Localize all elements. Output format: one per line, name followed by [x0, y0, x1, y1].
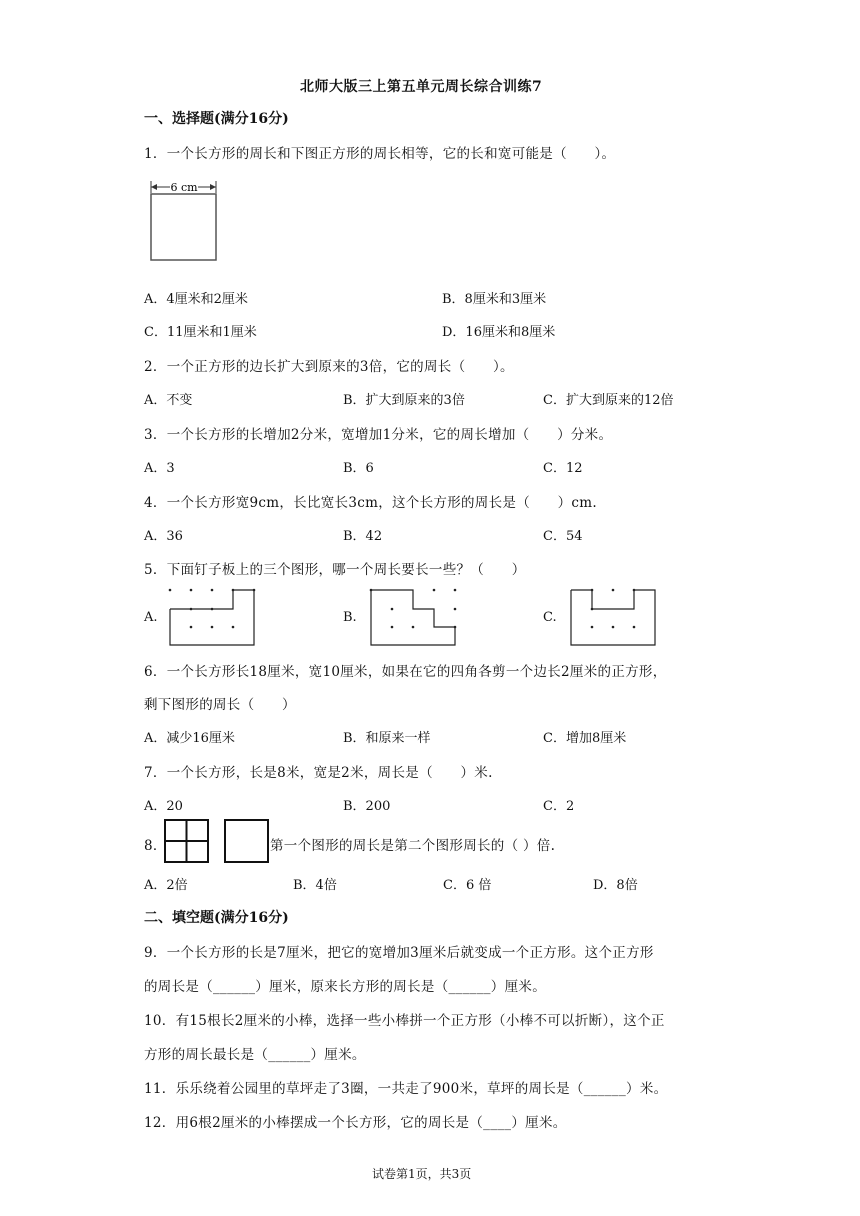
q8-grid-square-figure	[163, 818, 211, 866]
question-8-number: 8．	[144, 838, 167, 854]
question-8-text: 第一个图形的周长是第二个图形周长的（ ）倍.	[270, 838, 556, 854]
q1-figure-label: 6 cm	[170, 181, 198, 194]
question-6-text-line2: 剩下图形的周长（ ）	[144, 697, 296, 713]
q6-option-a[interactable]: A．减少16厘米	[144, 731, 235, 746]
q4-option-a[interactable]: A．36	[144, 529, 183, 544]
q8-option-a[interactable]: A．2倍	[144, 878, 188, 893]
q1-square-figure	[148, 180, 220, 264]
section-heading-fill-blank: 二、填空题(满分16分)	[144, 910, 289, 926]
question-3-text: 3．一个长方形的长增加2分米，宽增加1分米，它的周长增加（ ）分米。	[144, 427, 613, 443]
q5-pegboard-figure-b	[368, 587, 460, 649]
q6-option-c[interactable]: C．增加8厘米	[543, 731, 627, 746]
q3-option-b[interactable]: B．6	[343, 461, 374, 476]
page-title: 北师大版三上第五单元周长综合训练7	[300, 79, 543, 95]
q5-pegboard-figure-a	[167, 587, 259, 649]
q7-option-a[interactable]: A．20	[144, 799, 183, 814]
q1-option-c[interactable]: C．11厘米和1厘米	[144, 325, 257, 340]
question-11-text: 11．乐乐绕着公园里的草坪走了3圈，一共走了900米，草坪的周长是（______）米。	[144, 1081, 668, 1097]
q7-option-b[interactable]: B．200	[343, 799, 391, 814]
q1-option-d[interactable]: D．16厘米和8厘米	[442, 325, 556, 340]
q1-option-a[interactable]: A．4厘米和2厘米	[144, 292, 248, 307]
q7-option-c[interactable]: C．2	[543, 799, 575, 814]
question-5-text: 5．下面钉子板上的三个图形，哪一个周长要长一些？（ ）	[144, 562, 526, 578]
question-9-text-line2: 的周长是（______）厘米，原来长方形的周长是（______）厘米。	[144, 979, 546, 995]
q5-pegboard-figure-c	[568, 587, 660, 649]
q8-option-d[interactable]: D．8倍	[593, 878, 638, 893]
question-9-text-line1: 9．一个长方形的长是7厘米，把它的宽增加3厘米后就变成一个正方形。这个正方形	[144, 945, 654, 961]
q8-option-c[interactable]: C．6 倍	[443, 878, 492, 893]
q6-option-b[interactable]: B．和原来一样	[343, 731, 431, 746]
q5-option-b[interactable]: B.	[343, 610, 357, 625]
q5-option-a[interactable]: A.	[144, 610, 158, 625]
q2-option-c[interactable]: C．扩大到原来的12倍	[543, 393, 674, 408]
q8-plain-square-figure	[223, 818, 271, 866]
q1-option-b[interactable]: B．8厘米和3厘米	[442, 292, 547, 307]
q4-option-c[interactable]: C．54	[543, 529, 583, 544]
question-4-text: 4．一个长方形宽9cm，长比宽长3cm，这个长方形的周长是（ ）cm.	[144, 495, 597, 511]
question-12-text: 12．用6根2厘米的小棒摆成一个长方形，它的周长是（____）厘米。	[144, 1115, 567, 1131]
question-2-text: 2．一个正方形的边长扩大到原来的3倍，它的周长（ ）。	[144, 359, 514, 375]
q3-option-a[interactable]: A．3	[144, 461, 175, 476]
q8-option-b[interactable]: B．4倍	[293, 878, 337, 893]
q3-option-c[interactable]: C．12	[543, 461, 583, 476]
question-10-text-line2: 方形的周长最长是（______）厘米。	[144, 1047, 366, 1063]
question-6-text-line1: 6．一个长方形长18厘米，宽10厘米，如果在它的四角各剪一个边长2厘米的正方形，	[144, 664, 667, 680]
question-7-text: 7．一个长方形，长是8米，宽是2米，周长是（ ）米.	[144, 765, 493, 781]
question-10-text-line1: 10．有15根长2厘米的小棒，选择一些小棒拼一个正方形（小棒不可以折断），这个正	[144, 1013, 665, 1029]
q5-option-c[interactable]: C.	[543, 610, 557, 625]
q2-option-b[interactable]: B．扩大到原来的3倍	[343, 393, 465, 408]
q2-option-a[interactable]: A．不变	[144, 393, 193, 408]
section-heading-choice: 一、选择题(满分16分)	[144, 111, 289, 127]
page-footer: 试卷第1页，共3页	[372, 1167, 472, 1181]
question-1-text: 1．一个长方形的周长和下图正方形的周长相等，它的长和宽可能是（ ）。	[144, 146, 616, 162]
q4-option-b[interactable]: B．42	[343, 529, 383, 544]
